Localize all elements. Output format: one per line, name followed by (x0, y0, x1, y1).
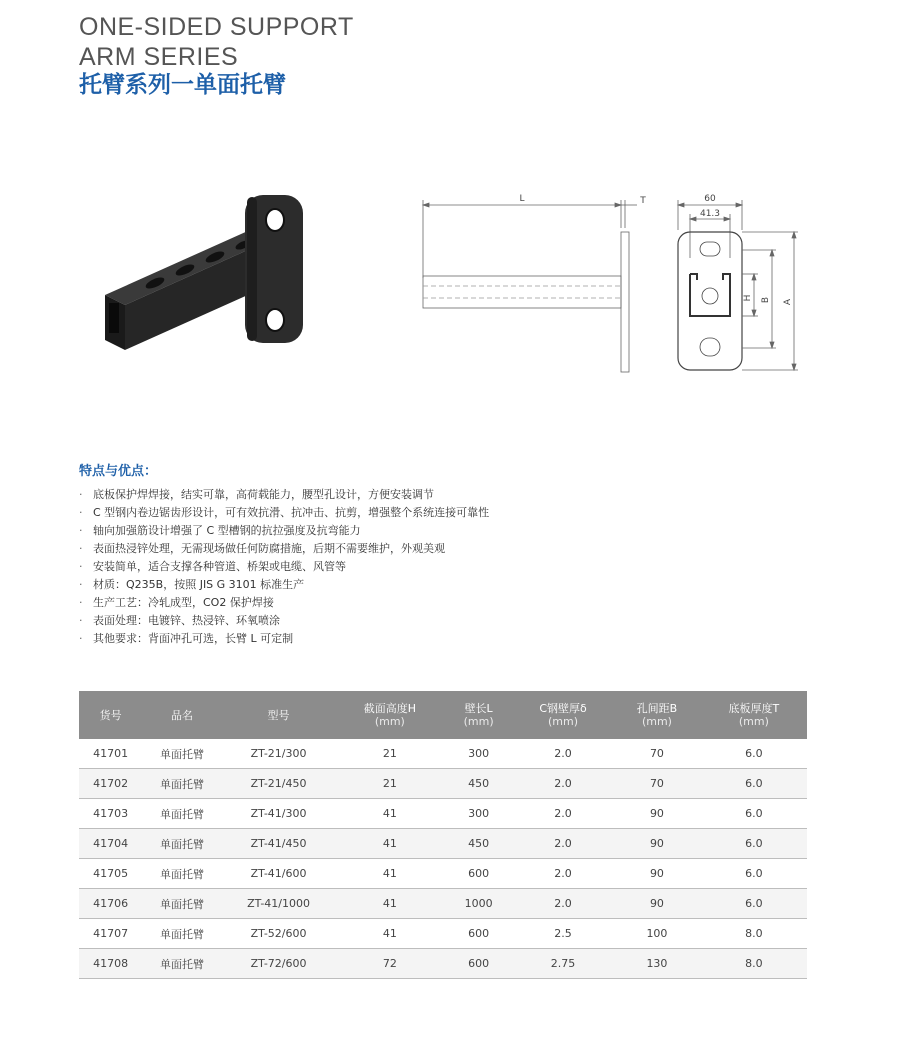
table-body (79, 739, 807, 979)
table-cell: 41702 (79, 769, 142, 799)
table-cell: 单面托臂 (142, 829, 221, 859)
table-cell: 450 (444, 769, 513, 799)
product-photo (95, 185, 315, 355)
header-cell: 底板厚度T (mm) (701, 691, 807, 739)
table-cell: 6.0 (701, 739, 807, 769)
table-cell: ZT-41/450 (222, 829, 336, 859)
list-item: · 表面热浸锌处理，无需现场做任何防腐措施，后期不需要维护，外观美观 (79, 542, 445, 555)
table-cell: 41704 (79, 829, 142, 859)
list-item: · C 型钢内卷边锯齿形设计，可有效抗滑、抗冲击、抗剪，增强整个系统连接可靠性 (79, 506, 490, 519)
feature-text: 安装简单，适合支撑各种管道、桥架或电缆、风管等 (93, 560, 346, 573)
table-cell: 300 (444, 739, 513, 769)
table-row (79, 799, 807, 829)
table-row (79, 769, 807, 799)
table-cell: 单面托臂 (142, 889, 221, 919)
table-cell: 2.0 (513, 769, 613, 799)
header-cell: 型号 (222, 691, 336, 739)
table-cell: 41705 (79, 859, 142, 889)
table-cell: 单面托臂 (142, 949, 221, 979)
table-row (79, 949, 807, 979)
header-cell: 壁长L (mm) (444, 691, 513, 739)
slot-top (700, 242, 720, 256)
feature-text: 底板保护焊焊接，结实可靠，高荷载能力，腰型孔设计，方便安装调节 (93, 488, 434, 501)
table-cell: ZT-21/450 (222, 769, 336, 799)
header-cell: 截面高度H (mm) (335, 691, 444, 739)
list-item: · 轴向加强筋设计增强了 C 型槽钢的抗拉强度及抗弯能力 (79, 524, 361, 537)
table-cell: 41 (335, 829, 444, 859)
mount-hole (266, 209, 284, 231)
table-cell: 90 (613, 859, 701, 889)
table-cell: 2.0 (513, 739, 613, 769)
feature-text: 其他要求：背面冲孔可选，长臂 L 可定制 (93, 632, 294, 645)
feature-text: C 型钢内卷边锯齿形设计，可有效抗滑、抗冲击、抗剪，增强整个系统连接可靠性 (93, 506, 490, 519)
table-cell: 21 (335, 739, 444, 769)
feature-text: 轴向加强筋设计增强了 C 型槽钢的抗拉强度及抗弯能力 (93, 524, 361, 537)
front-view-drawing (668, 188, 808, 378)
table-cell: 100 (613, 919, 701, 949)
table-cell: 41701 (79, 739, 142, 769)
table-cell: 41707 (79, 919, 142, 949)
table-cell: 90 (613, 829, 701, 859)
table-cell: 2.0 (513, 799, 613, 829)
dim-label-l: L (519, 194, 525, 204)
table-cell: 6.0 (701, 799, 807, 829)
feature-text: 表面热浸锌处理，无需现场做任何防腐措施，后期不需要维护，外观美观 (93, 542, 445, 555)
table-cell: 72 (335, 949, 444, 979)
header-cell: 品名 (142, 691, 221, 739)
list-item: · 底板保护焊焊接，结实可靠，高荷载能力，腰型孔设计，方便安装调节 (79, 488, 434, 501)
spec-table (79, 691, 807, 979)
table-cell: 1000 (444, 889, 513, 919)
table-cell: 6.0 (701, 889, 807, 919)
table-cell: ZT-41/600 (222, 859, 336, 889)
plate-outline (621, 232, 629, 372)
table-cell: 41706 (79, 889, 142, 919)
table-cell: 450 (444, 829, 513, 859)
table-cell: ZT-52/600 (222, 919, 336, 949)
table-cell: 6.0 (701, 829, 807, 859)
arm-outline (423, 276, 621, 308)
table-cell: 41708 (79, 949, 142, 979)
feature-text: 材质：Q235B，按照 JIS G 3101 标准生产 (93, 578, 305, 591)
mount-hole (266, 309, 284, 331)
table-cell: 41703 (79, 799, 142, 829)
table-cell: 2.75 (513, 949, 613, 979)
list-item: · 生产工艺：冷轧成型，CO2 保护焊接 (79, 596, 274, 609)
table-row (79, 919, 807, 949)
table-cell: 21 (335, 769, 444, 799)
slot-bottom (700, 338, 720, 356)
table-cell: 41 (335, 859, 444, 889)
header-cell: C钢壁厚δ (mm) (513, 691, 613, 739)
list-item: · 表面处理：电镀锌、热浸锌、环氧喷涂 (79, 614, 280, 627)
table-cell: 2.0 (513, 829, 613, 859)
table-cell: 90 (613, 889, 701, 919)
dim-label-b: B (761, 296, 771, 304)
table-cell: 600 (444, 949, 513, 979)
dim-label-41-3: 41.3 (699, 209, 721, 219)
table-row (79, 739, 807, 769)
center-hole (702, 288, 718, 304)
table-cell: 单面托臂 (142, 799, 221, 829)
c-channel-profile (690, 274, 730, 316)
table-cell: 单面托臂 (142, 919, 221, 949)
header-cell: 货号 (79, 691, 142, 739)
table-cell: 41 (335, 799, 444, 829)
list-item: · 安装简单，适合支撑各种管道、桥架或电缆、风管等 (79, 560, 346, 573)
table-cell: ZT-21/300 (222, 739, 336, 769)
table-cell: 41 (335, 889, 444, 919)
features-list (79, 486, 489, 648)
table-cell: 单面托臂 (142, 739, 221, 769)
table-cell: 6.0 (701, 769, 807, 799)
table-cell: ZT-41/300 (222, 799, 336, 829)
table-cell: 41 (335, 919, 444, 949)
table-cell: 2.5 (513, 919, 613, 949)
table-header-row (79, 691, 807, 739)
table-row (79, 889, 807, 919)
table-cell: 130 (613, 949, 701, 979)
list-item: · 其他要求：背面冲孔可选，长臂 L 可定制 (79, 632, 294, 645)
table-cell: 8.0 (701, 949, 807, 979)
table-cell: 70 (613, 769, 701, 799)
table-cell: 600 (444, 859, 513, 889)
dim-label-a: A (783, 298, 793, 306)
table-cell: 单面托臂 (142, 769, 221, 799)
table-row (79, 829, 807, 859)
table-cell: 2.0 (513, 889, 613, 919)
table-cell: 600 (444, 919, 513, 949)
header-cell: 孔间距B (mm) (613, 691, 701, 739)
title-en-line1: ONE-SIDED SUPPORT (79, 13, 354, 41)
table-cell: 300 (444, 799, 513, 829)
dim-label-60: 60 (704, 194, 716, 204)
title-cn: 托臂系列一单面托臂 (79, 72, 286, 98)
dim-label-h: H (743, 294, 753, 302)
title-en-line2: ARM SERIES (79, 43, 239, 71)
table-cell: 90 (613, 799, 701, 829)
feature-text: 生产工艺：冷轧成型，CO2 保护焊接 (93, 596, 274, 609)
dim-label-t: T (640, 196, 646, 206)
table-cell: 单面托臂 (142, 859, 221, 889)
table-cell: 6.0 (701, 859, 807, 889)
side-view-drawing (415, 188, 655, 388)
feature-text: 表面处理：电镀锌、热浸锌、环氧喷涂 (93, 614, 280, 627)
table-cell: ZT-72/600 (222, 949, 336, 979)
list-item: · 材质：Q235B，按照 JIS G 3101 标准生产 (79, 578, 305, 591)
table-cell: 2.0 (513, 859, 613, 889)
table-cell: ZT-41/1000 (222, 889, 336, 919)
plate-front-outline (678, 232, 742, 370)
table-cell: 8.0 (701, 919, 807, 949)
table-row (79, 859, 807, 889)
features-title: 特点与优点： (79, 464, 158, 479)
table-cell: 70 (613, 739, 701, 769)
